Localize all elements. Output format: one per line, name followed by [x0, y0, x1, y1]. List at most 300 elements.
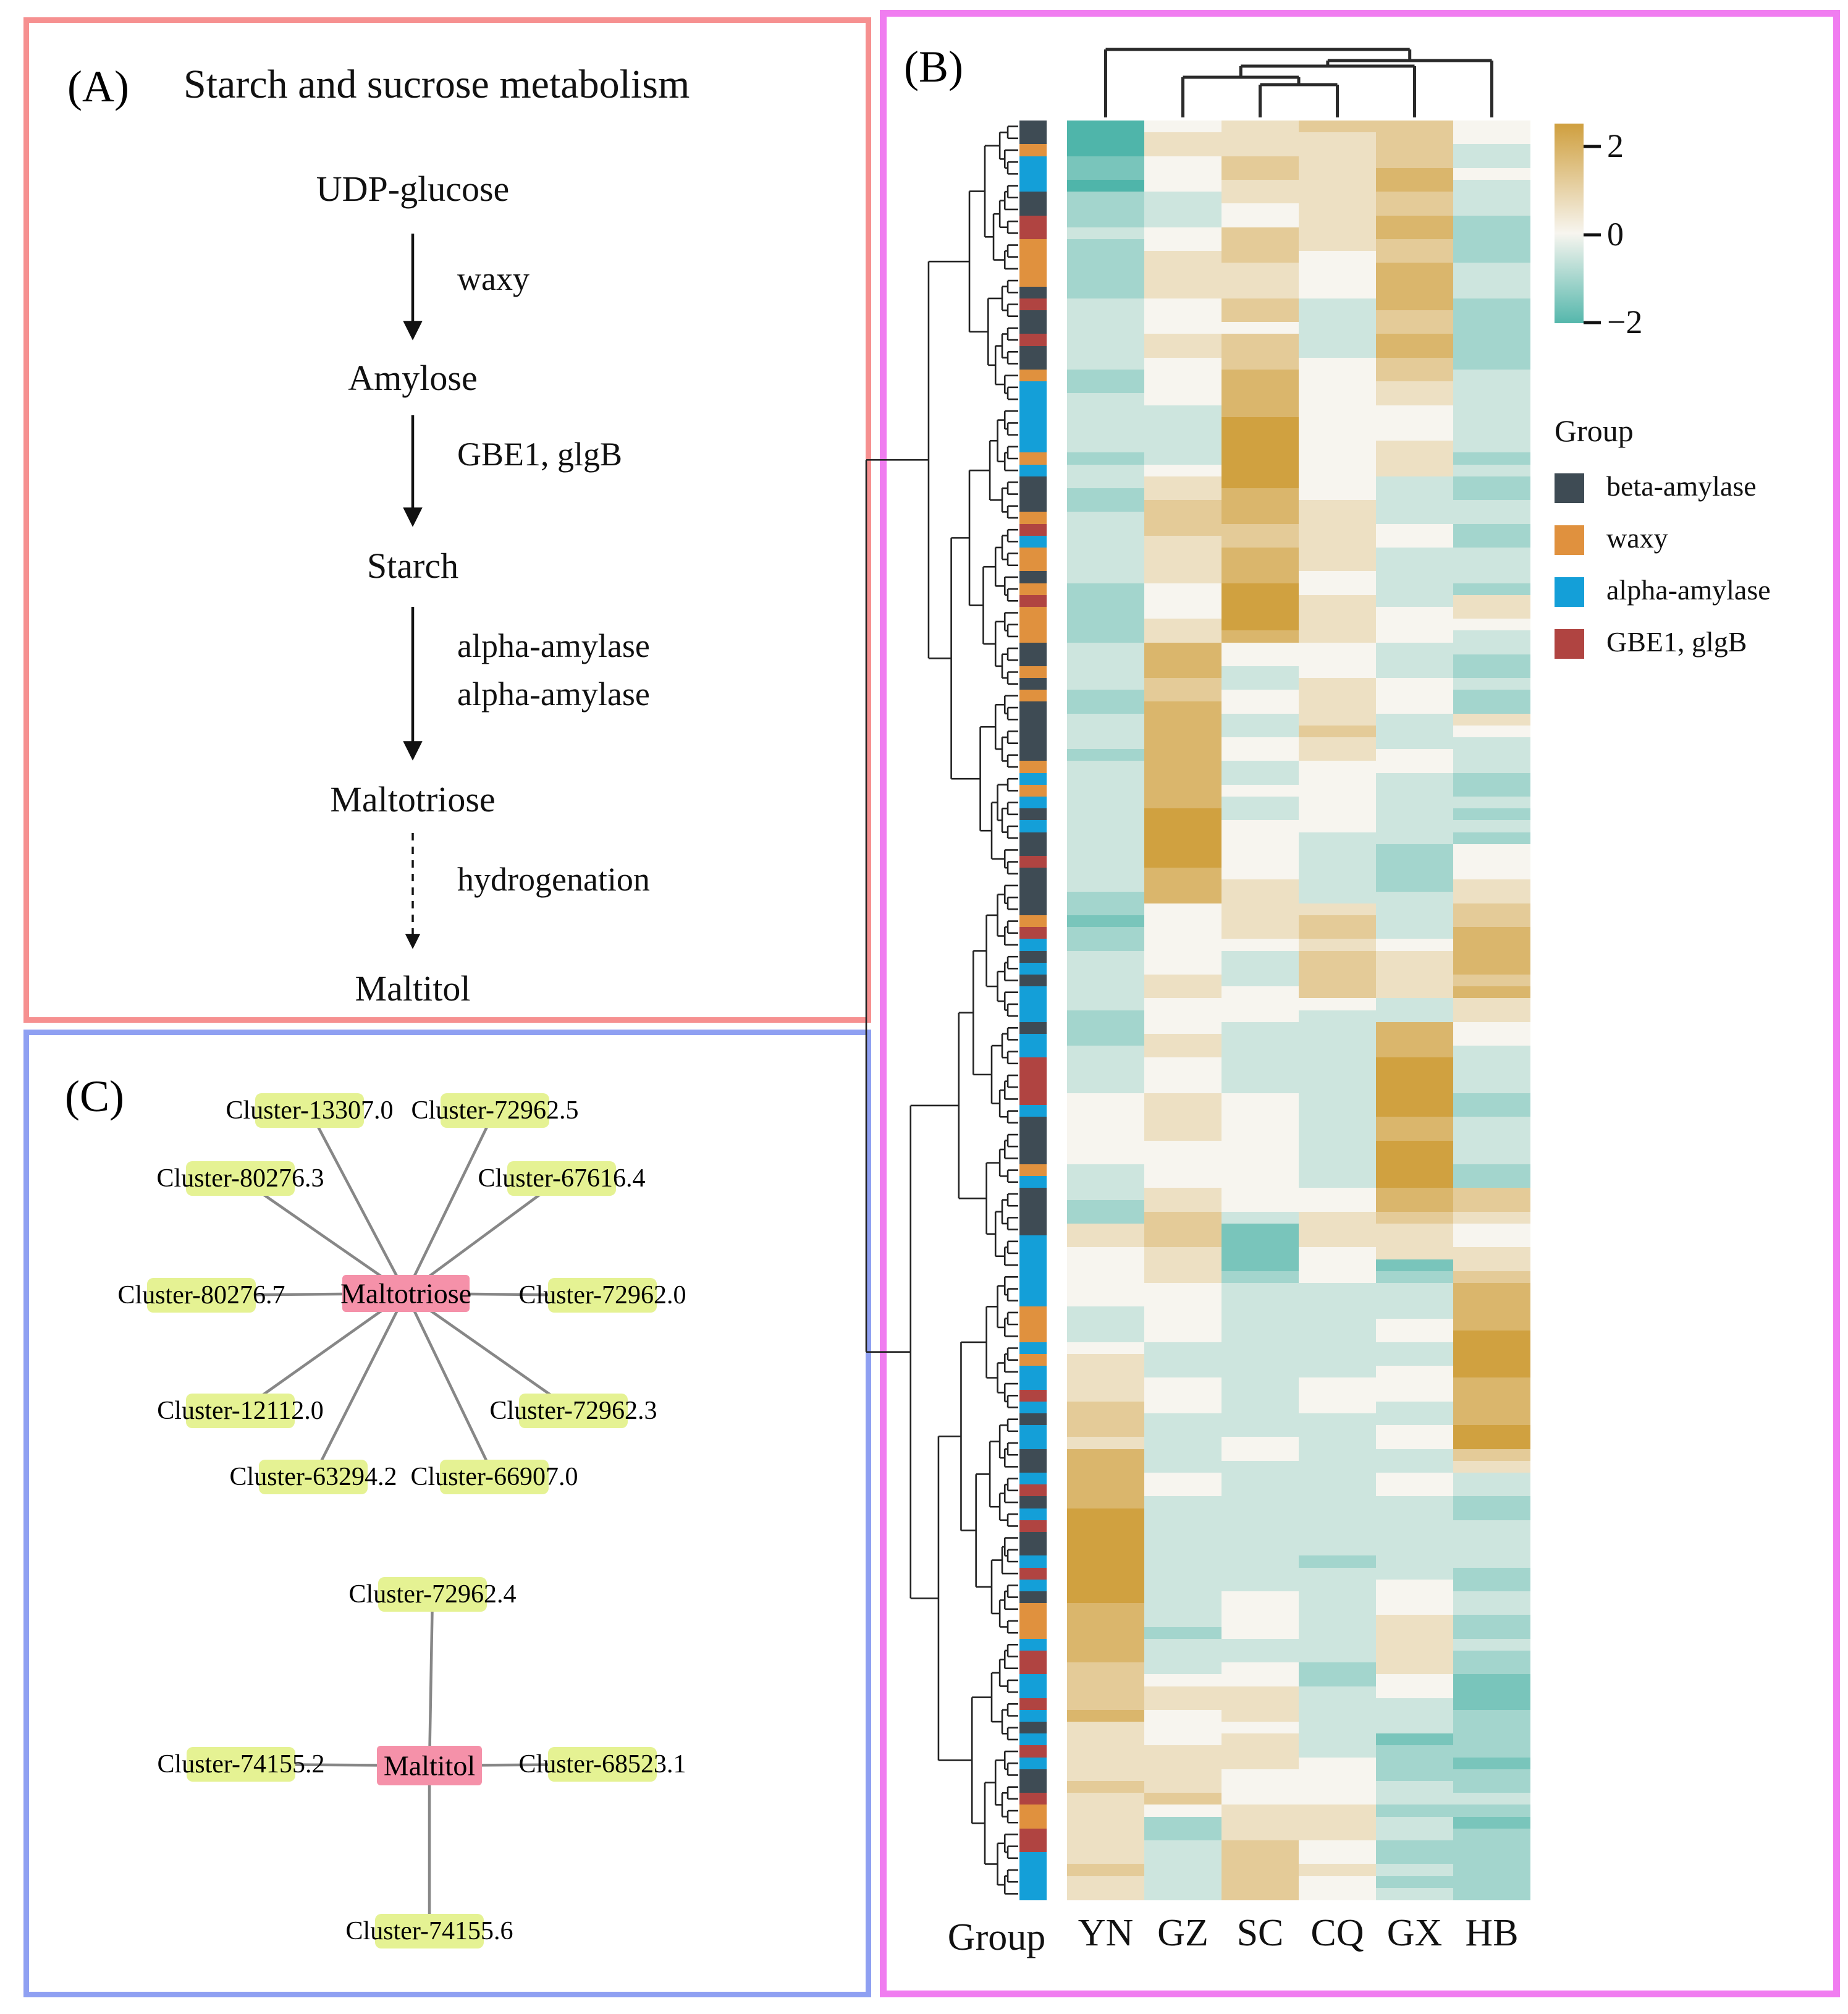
heatmap-cell	[1376, 1342, 1453, 1355]
heatmap-cell	[1144, 322, 1221, 334]
heatmap-cell	[1376, 1568, 1453, 1580]
heatmap-row	[1067, 263, 1530, 275]
heatmap-cell	[1144, 203, 1221, 216]
heatmap-cell	[1376, 690, 1453, 702]
heatmap-cell	[1221, 892, 1299, 904]
heatmap-cell	[1221, 737, 1299, 750]
group-strip-cell	[1019, 1437, 1047, 1449]
heatmap-cell	[1453, 1484, 1530, 1497]
heatmap-cell	[1067, 559, 1144, 572]
group-strip-cell	[1019, 358, 1047, 370]
heatmap-cell	[1221, 690, 1299, 702]
heatmap-cell	[1376, 939, 1453, 951]
group-strip-cell	[1019, 1627, 1047, 1640]
heatmap-cell	[1376, 737, 1453, 750]
legend-label: alpha-amylase	[1606, 574, 1771, 606]
heatmap-cell	[1299, 726, 1376, 738]
heatmap-cell	[1067, 1235, 1144, 1248]
heatmap-cell	[1221, 939, 1299, 951]
heatmap-cell	[1067, 524, 1144, 536]
heatmap-grid	[1067, 121, 1530, 1900]
heatmap-row	[1067, 701, 1530, 714]
heatmap-cell	[1067, 975, 1144, 987]
heatmap-cell	[1067, 1306, 1144, 1319]
group-strip-cell	[1019, 903, 1047, 916]
heatmap-cell	[1221, 358, 1299, 370]
heatmap-cell	[1453, 1876, 1530, 1889]
heatmap-cell	[1299, 785, 1376, 797]
heatmap-cell	[1144, 915, 1221, 928]
heatmap-cell	[1299, 1200, 1376, 1212]
heatmap-cell	[1067, 1437, 1144, 1449]
heatmap-cell	[1067, 1081, 1144, 1094]
heatmap-cell	[1067, 1639, 1144, 1651]
heatmap-cell	[1376, 1176, 1453, 1188]
heatmap-cell	[1221, 820, 1299, 832]
heatmap-cell	[1221, 726, 1299, 738]
group-strip-cell	[1019, 1259, 1047, 1272]
heatmap-cell	[1299, 844, 1376, 857]
heatmap-cell	[1221, 275, 1299, 287]
heatmap-row	[1067, 1402, 1530, 1414]
heatmap-cell	[1067, 203, 1144, 216]
heatmap-cell	[1144, 1354, 1221, 1366]
cluster-node	[117, 1278, 285, 1313]
group-strip-cell	[1019, 701, 1047, 714]
heatmap-cell	[1144, 1745, 1221, 1758]
heatmap-cell	[1376, 1235, 1453, 1248]
heatmap-cell	[1299, 607, 1376, 619]
heatmap-cell	[1144, 678, 1221, 690]
heatmap-cell	[1144, 785, 1221, 797]
heatmap-cell	[1453, 1508, 1530, 1521]
group-strip-cell	[1019, 595, 1047, 607]
heatmap-cell	[1067, 1817, 1144, 1829]
heatmap-cell	[1067, 1034, 1144, 1046]
cluster-node-label: Cluster-74155.2	[157, 1750, 325, 1779]
heatmap-cell	[1144, 393, 1221, 405]
heatmap-cell	[1299, 452, 1376, 465]
heatmap-cell	[1376, 1758, 1453, 1770]
heatmap-row	[1067, 1188, 1530, 1200]
heatmap-row	[1067, 737, 1530, 750]
heatmap-cell	[1453, 1354, 1530, 1366]
heatmap-cell	[1221, 1829, 1299, 1841]
heatmap-cell	[1144, 1484, 1221, 1497]
heatmap-cell	[1221, 1449, 1299, 1462]
heatmap-cell	[1299, 951, 1376, 963]
group-strip-cell	[1019, 1758, 1047, 1770]
cluster-node	[489, 1394, 657, 1428]
heatmap-cell	[1144, 975, 1221, 987]
heatmap-cell	[1221, 476, 1299, 489]
group-strip-cell	[1019, 1674, 1047, 1686]
column-dendrogram	[1106, 49, 1492, 117]
heatmap-row	[1067, 1342, 1530, 1355]
heatmap-row	[1067, 559, 1530, 572]
heatmap-row	[1067, 298, 1530, 311]
heatmap-cell	[1299, 1496, 1376, 1508]
heatmap-cell	[1376, 785, 1453, 797]
heatmap-cell	[1453, 1437, 1530, 1449]
heatmap-cell	[1221, 121, 1299, 133]
heatmap-row	[1067, 452, 1530, 465]
heatmap-cell	[1221, 536, 1299, 548]
group-strip-cell	[1019, 1888, 1047, 1900]
heatmap-row	[1067, 1722, 1530, 1734]
heatmap-cell	[1453, 1686, 1530, 1699]
heatmap-cell	[1144, 998, 1221, 1010]
heatmap-cell	[1376, 975, 1453, 987]
heatmap-cell	[1376, 156, 1453, 169]
heatmap-cell	[1067, 844, 1144, 857]
metabolite-node-label: Maltotriose	[340, 1277, 472, 1310]
heatmap-row	[1067, 868, 1530, 880]
heatmap-cell	[1299, 820, 1376, 832]
heatmap-cell	[1144, 1461, 1221, 1473]
heatmap-cell	[1144, 583, 1221, 596]
heatmap-cell	[1221, 1081, 1299, 1094]
heatmap-row	[1067, 1224, 1530, 1236]
column-label-CQ: CQ	[1310, 1912, 1364, 1954]
heatmap-cell	[1299, 903, 1376, 916]
heatmap-cell	[1299, 1413, 1376, 1426]
heatmap-cell	[1376, 1010, 1453, 1023]
heatmap-cell	[1376, 381, 1453, 394]
heatmap-cell	[1221, 1377, 1299, 1390]
heatmap-cell	[1067, 714, 1144, 726]
heatmap-cell	[1376, 1876, 1453, 1889]
heatmap-cell	[1376, 1069, 1453, 1081]
heatmap-cell	[1376, 1733, 1453, 1746]
heatmap-row	[1067, 1733, 1530, 1746]
heatmap-cell	[1453, 548, 1530, 560]
heatmap-row	[1067, 915, 1530, 928]
heatmap-cell	[1376, 773, 1453, 785]
heatmap-cell	[1299, 1793, 1376, 1805]
group-strip-cell	[1019, 1852, 1047, 1864]
heatmap-cell	[1144, 358, 1221, 370]
group-strip-cell	[1019, 1473, 1047, 1485]
cluster-node	[478, 1161, 646, 1196]
group-strip-cell	[1019, 630, 1047, 643]
heatmap-cell	[1144, 773, 1221, 785]
heatmap-cell	[1067, 963, 1144, 975]
heatmap-cell	[1376, 1081, 1453, 1094]
heatmap-cell	[1453, 761, 1530, 773]
heatmap-cell	[1221, 1306, 1299, 1319]
heatmap-cell	[1376, 1057, 1453, 1070]
heatmap-cell	[1067, 275, 1144, 287]
heatmap-cell	[1376, 1271, 1453, 1284]
heatmap-cell	[1376, 488, 1453, 501]
group-strip-cell	[1019, 203, 1047, 216]
heatmap-row	[1067, 1662, 1530, 1675]
heatmap-cell	[1453, 1674, 1530, 1686]
heatmap-cell	[1144, 1413, 1221, 1426]
heatmap-cell	[1067, 808, 1144, 821]
heatmap-cell	[1067, 1377, 1144, 1390]
heatmap-cell	[1221, 524, 1299, 536]
colorbar-tick-label: −2	[1607, 303, 1643, 341]
heatmap-cell	[1376, 1544, 1453, 1556]
heatmap-row	[1067, 1271, 1530, 1284]
heatmap-cell	[1221, 1022, 1299, 1035]
heatmap-cell	[1067, 1057, 1144, 1070]
heatmap-cell	[1144, 1758, 1221, 1770]
heatmap-cell	[1067, 1651, 1144, 1663]
heatmap-cell	[1299, 1057, 1376, 1070]
heatmap-cell	[1376, 832, 1453, 845]
heatmap-cell	[1144, 749, 1221, 761]
heatmap-cell	[1221, 619, 1299, 631]
heatmap-cell	[1299, 1366, 1376, 1378]
heatmap-cell	[1221, 1354, 1299, 1366]
heatmap-cell	[1221, 168, 1299, 180]
heatmap-cell	[1453, 1153, 1530, 1165]
group-strip-cell	[1019, 393, 1047, 405]
group-strip-cell	[1019, 216, 1047, 228]
heatmap-cell	[1067, 1686, 1144, 1699]
colorbar	[1555, 124, 1584, 323]
group-strip-cell	[1019, 1141, 1047, 1153]
heatmap-cell	[1299, 963, 1376, 975]
heatmap-cell	[1376, 192, 1453, 204]
heatmap-cell	[1144, 939, 1221, 951]
cluster-node	[157, 1394, 324, 1428]
heatmap-cell	[1299, 856, 1376, 868]
heatmap-row	[1067, 1805, 1530, 1817]
panel-b-tag: (B)	[904, 42, 963, 91]
heatmap-cell	[1221, 1745, 1299, 1758]
heatmap-cell	[1144, 1271, 1221, 1284]
heatmap-cell	[1453, 512, 1530, 524]
heatmap-cell	[1221, 1698, 1299, 1711]
cluster-node-label: Cluster-72962.3	[489, 1397, 657, 1425]
heatmap-cell	[1067, 1829, 1144, 1841]
heatmap-cell	[1453, 844, 1530, 857]
heatmap-row	[1067, 168, 1530, 180]
heatmap-cell	[1376, 548, 1453, 560]
heatmap-cell	[1453, 1698, 1530, 1711]
heatmap-cell	[1453, 1069, 1530, 1081]
heatmap-cell	[1221, 322, 1299, 334]
heatmap-cell	[1144, 1093, 1221, 1106]
heatmap-cell	[1453, 1176, 1530, 1188]
heatmap-cell	[1144, 1852, 1221, 1864]
heatmap-cell	[1453, 1331, 1530, 1343]
heatmap-cell	[1453, 180, 1530, 192]
heatmap-row	[1067, 595, 1530, 607]
heatmap-cell	[1299, 203, 1376, 216]
heatmap-cell	[1067, 1271, 1144, 1284]
heatmap-cell	[1453, 524, 1530, 536]
heatmap-cell	[1453, 1520, 1530, 1533]
heatmap-cell	[1144, 868, 1221, 880]
heatmap-cell	[1144, 630, 1221, 643]
heatmap-cell	[1067, 227, 1144, 240]
heatmap-cell	[1453, 1615, 1530, 1627]
heatmap-cell	[1376, 1128, 1453, 1141]
heatmap-row	[1067, 1876, 1530, 1889]
heatmap-cell	[1144, 1342, 1221, 1355]
heatmap-cell	[1144, 1781, 1221, 1793]
heatmap-cell	[1221, 512, 1299, 524]
group-strip-cell	[1019, 785, 1047, 797]
heatmap-cell	[1299, 1520, 1376, 1533]
heatmap-cell	[1299, 287, 1376, 299]
heatmap-cell	[1453, 1888, 1530, 1900]
heatmap-cell	[1144, 963, 1221, 975]
heatmap-cell	[1299, 1745, 1376, 1758]
heatmap-cell	[1221, 951, 1299, 963]
heatmap-cell	[1453, 1758, 1530, 1770]
group-strip-cell	[1019, 1615, 1047, 1627]
heatmap-cell	[1221, 1473, 1299, 1485]
heatmap-cell	[1144, 1733, 1221, 1746]
heatmap-cell	[1299, 1473, 1376, 1485]
cluster-node	[157, 1747, 325, 1782]
heatmap-cell	[1376, 1034, 1453, 1046]
heatmap-cell	[1221, 785, 1299, 797]
heatmap-cell	[1067, 619, 1144, 631]
heatmap-cell	[1299, 1128, 1376, 1141]
heatmap-cell	[1144, 216, 1221, 228]
heatmap-cell	[1299, 488, 1376, 501]
group-strip-cell	[1019, 1117, 1047, 1129]
heatmap-cell	[1067, 251, 1144, 263]
heatmap-cell	[1144, 1247, 1221, 1259]
heatmap-cell	[1221, 1520, 1299, 1533]
heatmap-row	[1067, 358, 1530, 370]
group-strip-cell	[1019, 524, 1047, 536]
heatmap-cell	[1299, 1532, 1376, 1544]
heatmap-row	[1067, 571, 1530, 583]
heatmap-cell	[1299, 358, 1376, 370]
cluster-node	[156, 1161, 324, 1196]
heatmap-cell	[1453, 595, 1530, 607]
heatmap-cell	[1067, 358, 1144, 370]
heatmap-cell	[1453, 1105, 1530, 1117]
heatmap-cell	[1299, 144, 1376, 156]
group-strip-cell	[1019, 1093, 1047, 1106]
heatmap-cell	[1221, 346, 1299, 358]
heatmap-cell	[1144, 476, 1221, 489]
heatmap-cell	[1067, 583, 1144, 596]
heatmap-cell	[1376, 287, 1453, 299]
heatmap-cell	[1221, 1402, 1299, 1414]
heatmap-row	[1067, 1852, 1530, 1864]
heatmap-cell	[1067, 405, 1144, 418]
heatmap-cell	[1221, 559, 1299, 572]
heatmap-cell	[1453, 1745, 1530, 1758]
heatmap-cell	[1453, 1580, 1530, 1592]
pathway-node: Starch	[366, 546, 459, 586]
group-strip-cell	[1019, 452, 1047, 465]
heatmap-cell	[1376, 393, 1453, 405]
group-strip-cell	[1019, 1331, 1047, 1343]
heatmap-cell	[1221, 903, 1299, 916]
heatmap-row	[1067, 1840, 1530, 1853]
legend-swatch-waxy	[1555, 525, 1584, 555]
heatmap-cell	[1067, 346, 1144, 358]
heatmap-cell	[1453, 785, 1530, 797]
heatmap-row	[1067, 1745, 1530, 1758]
heatmap-cell	[1067, 548, 1144, 560]
heatmap-row	[1067, 548, 1530, 560]
colorbar-tick-label: 0	[1607, 216, 1624, 253]
heatmap-row	[1067, 381, 1530, 394]
heatmap-cell	[1299, 1852, 1376, 1864]
heatmap-row	[1067, 607, 1530, 619]
heatmap-cell	[1453, 441, 1530, 453]
heatmap-row	[1067, 1331, 1530, 1343]
heatmap-cell	[1453, 737, 1530, 750]
heatmap-cell	[1221, 915, 1299, 928]
heatmap-cell	[1376, 310, 1453, 323]
group-strip-cell	[1019, 868, 1047, 880]
group-strip-cell	[1019, 1235, 1047, 1248]
heatmap-cell	[1144, 536, 1221, 548]
heatmap-cell	[1299, 1247, 1376, 1259]
heatmap-cell	[1453, 1224, 1530, 1236]
heatmap-cell	[1144, 465, 1221, 477]
heatmap-cell	[1144, 1603, 1221, 1615]
group-strip-cell	[1019, 1319, 1047, 1331]
heatmap-cell	[1376, 797, 1453, 809]
heatmap-cell	[1144, 1496, 1221, 1508]
group-strip-cell	[1019, 678, 1047, 690]
heatmap-cell	[1144, 156, 1221, 169]
heatmap-cell	[1067, 1888, 1144, 1900]
group-strip-cell	[1019, 915, 1047, 928]
heatmap-cell	[1221, 1627, 1299, 1640]
heatmap-cell	[1299, 156, 1376, 169]
group-strip-cell	[1019, 1568, 1047, 1580]
group-strip-cell	[1019, 1366, 1047, 1378]
heatmap-cell	[1067, 1568, 1144, 1580]
heatmap-row	[1067, 975, 1530, 987]
heatmap-cell	[1067, 868, 1144, 880]
heatmap-cell	[1453, 1817, 1530, 1829]
heatmap-cell	[1221, 417, 1299, 429]
group-strip-cell	[1019, 726, 1047, 738]
heatmap-cell	[1376, 476, 1453, 489]
heatmap-cell	[1453, 121, 1530, 133]
heatmap-row	[1067, 334, 1530, 346]
row-annotation-axis-label: Group	[947, 1916, 1046, 1958]
heatmap-cell	[1221, 808, 1299, 821]
heatmap-cell	[1453, 619, 1530, 631]
heatmap-cell	[1144, 714, 1221, 726]
heatmap-cell	[1453, 1319, 1530, 1331]
heatmap-cell	[1376, 1520, 1453, 1533]
heatmap-cell	[1376, 1817, 1453, 1829]
heatmap-cell	[1144, 1864, 1221, 1876]
heatmap-cell	[1453, 643, 1530, 655]
group-strip-cell	[1019, 1793, 1047, 1805]
heatmap-cell	[1144, 1544, 1221, 1556]
heatmap-cell	[1299, 1319, 1376, 1331]
heatmap-row	[1067, 1247, 1530, 1259]
heatmap-cell	[1299, 1010, 1376, 1023]
group-strip-cell	[1019, 1591, 1047, 1604]
heatmap-cell	[1067, 678, 1144, 690]
heatmap-cell	[1376, 1093, 1453, 1106]
heatmap-cell	[1144, 1128, 1221, 1141]
heatmap-cell	[1221, 1188, 1299, 1200]
heatmap-cell	[1376, 358, 1453, 370]
